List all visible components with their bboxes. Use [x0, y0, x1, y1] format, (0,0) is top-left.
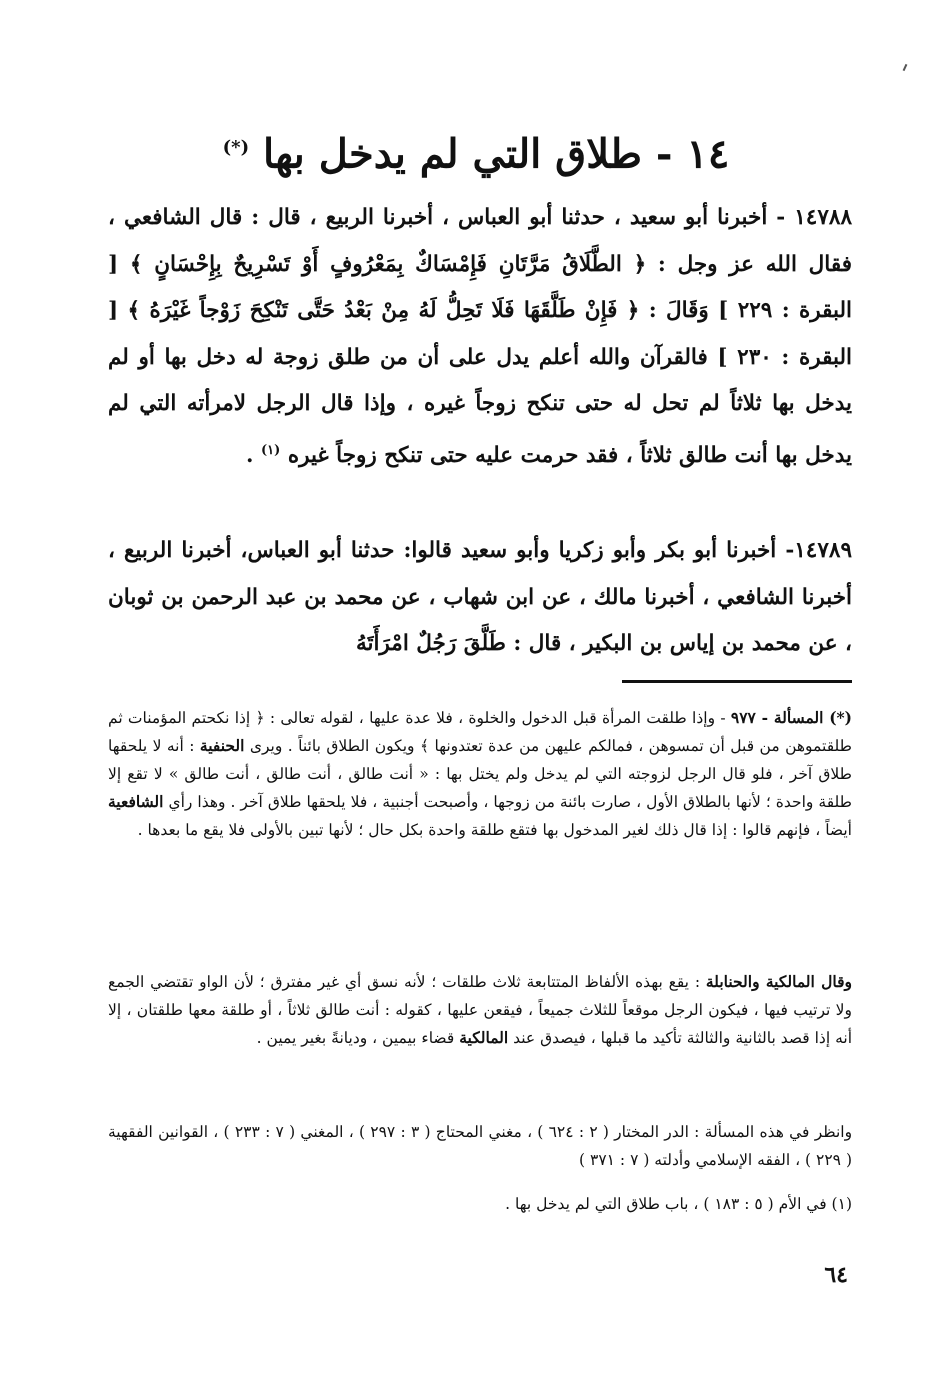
chapter-title-marker: (*) [222, 137, 250, 158]
footnote-maliki-hanbali-lead: وقال المالكية والحنابلة [705, 972, 852, 991]
footnote-references-text: وانظر في هذه المسألة : الدر المختار ( ٢ : ٦٢٤ ) ، مغني المحتاج ( ٣ : ٢٩٧ ) ، المغني ( ٧ : ٢٣٣ ) ، القوانين الفقهية ( ٢٢٩ ) ، الفقه الإسلامي وأدلته ( ٧ : ٣٧١ ) [108, 1123, 853, 1169]
hadith-14788-end: . [246, 442, 254, 468]
page-number: ٦٤ [824, 1262, 848, 1288]
footnote-masala-977-part1: - وإذا طلقت المرأة قبل الدخول والخلوة ، فلا عدة عليها ، لقوله تعالى : ﴿ إذا نكحتم المؤمنات ثم طلقتموهن من قبل أن تمسوهن ، فمالكم عليهن من عدة تعتدونها ﴾ ويكون الطلاق بائناً . ويرى [108, 709, 853, 755]
footnote-masala-977-part2: : أنه لا يلحقها طلاق آخر ، فلو قال الرجل لزوجته التي لم يدخل ولم يختل بها : « أنت طالق ، أنت طالق ، أنت طالق » لا تقع إلا طلقة واحدة ؛ لأنها بالطلاق الأول ، صارت بائنة من زوجها ، وأصبحت أجنبية ، فلا يلحقها طلاق آخر . وهذا رأي [108, 737, 852, 811]
footnote-divider [622, 680, 852, 683]
footnote-hanafi-label: الحنفية [199, 736, 245, 755]
hadith-14789-paragraph [108, 528, 852, 668]
footnote-masala-977 [108, 704, 852, 844]
chapter-title [100, 118, 852, 184]
book-page [100, 0, 852, 1380]
footnote-references [108, 1118, 852, 1174]
chapter-title-text: ١٤ - طلاق التي لم يدخل بها [263, 130, 730, 178]
footnote-1-text: (١) في الأم ( ٥ : ١٨٣ ) ، باب طلاق التي لم يدخل بها . [505, 1195, 852, 1213]
scan-mark [903, 64, 908, 71]
hadith-14788-paragraph [108, 195, 852, 479]
footnote-shafii-label: الشافعية [108, 792, 164, 811]
footnote-masala-977-lead: (*) المسألة - ٩٧٧ [730, 708, 852, 727]
footnote-maliki-hanbali-part2: قضاء بيمين ، وديانةً بغير يمين . [256, 1029, 460, 1047]
footnote-ref-1: (١) [261, 442, 281, 458]
hadith-14788-text: ١٤٧٨٨ - أخبرنا أبو سعيد ، حدثنا أبو العباس ، أخبرنا الربيع ، قال : قال الشافعي ، فقال الله عز وجل : ﴿ الطَّلَاقُ مَرَّتَانِ فَإِمْسَاكٌ بِمَعْرُوفٍ أَوْ تَسْرِيحٌ بِإِحْسَانٍ ﴾ [ البقرة : ٢٢٩ ] وَقَالَ : ﴿ فَإِنْ طَلَّقَهَا فَلَا تَحِلُّ لَهُ مِنْ بَعْدُ حَتَّى تَنْكِحَ زَوْجاً غَيْرَهُ ﴾ [ البقرة : ٢٣٠ ] فالقرآن والله أعلم يدل على أن من طلق زوجة له دخل بها أو لم يدخل بها ثلاثاً لم تحل له حتى تنكح زوجاً غيره ، وإذا قال الرجل لامرأته التي لم يدخل بها أنت طالق ثلاثاً ، فقد حرمت عليه حتى تنكح زوجاً غيره [108, 205, 853, 468]
footnote-maliki-hanbali-part1: : يقع بهذه الألفاظ المتتابعة ثلاث طلقات ؛ لأنه نسق أي غير مفترق ؛ لأن الواو تقتضي الجمع ولا ترتيب فيها ، فيكون الرجل موقعاً للثلاث جميعاً ، فيقعن عليها ، كقوله : أنت طالق ثلاثاً ، أو طلقة معها طلقتان ، إلا أنه إذا قصد بالثانية والثالثة تأكيد ما قبلها ، فيصدق عند [108, 973, 852, 1047]
hadith-14789-text: ١٤٧٨٩- أخبرنا أبو بكر وأبو زكريا وأبو سعيد قالوا: حدثنا أبو العباس، أخبرنا الربيع ، أخبرنا الشافعي ، أخبرنا مالك ، عن ابن شهاب ، عن محمد بن عبد الرحمن بن ثوبان ، عن محمد بن إياس بن البكير ، قال : طَلَّقَ رَجُلٌ امْرَأَتَهُ [108, 538, 852, 656]
footnote-maliki-label: المالكية [459, 1028, 509, 1047]
footnote-masala-977-part3: أيضاً ، فإنهم قالوا : إذا قال ذلك لغير المدخول بها فتقع طلقة واحدة بكل حال ؛ لأنها تبين بالأولى فلا يقع ما بعدها . [137, 821, 852, 839]
footnote-maliki-hanbali [108, 968, 852, 1052]
footnote-1 [108, 1190, 852, 1218]
footnote-maliki-hanbali-text [108, 968, 852, 1052]
footnote-masala-977-text [108, 704, 852, 844]
